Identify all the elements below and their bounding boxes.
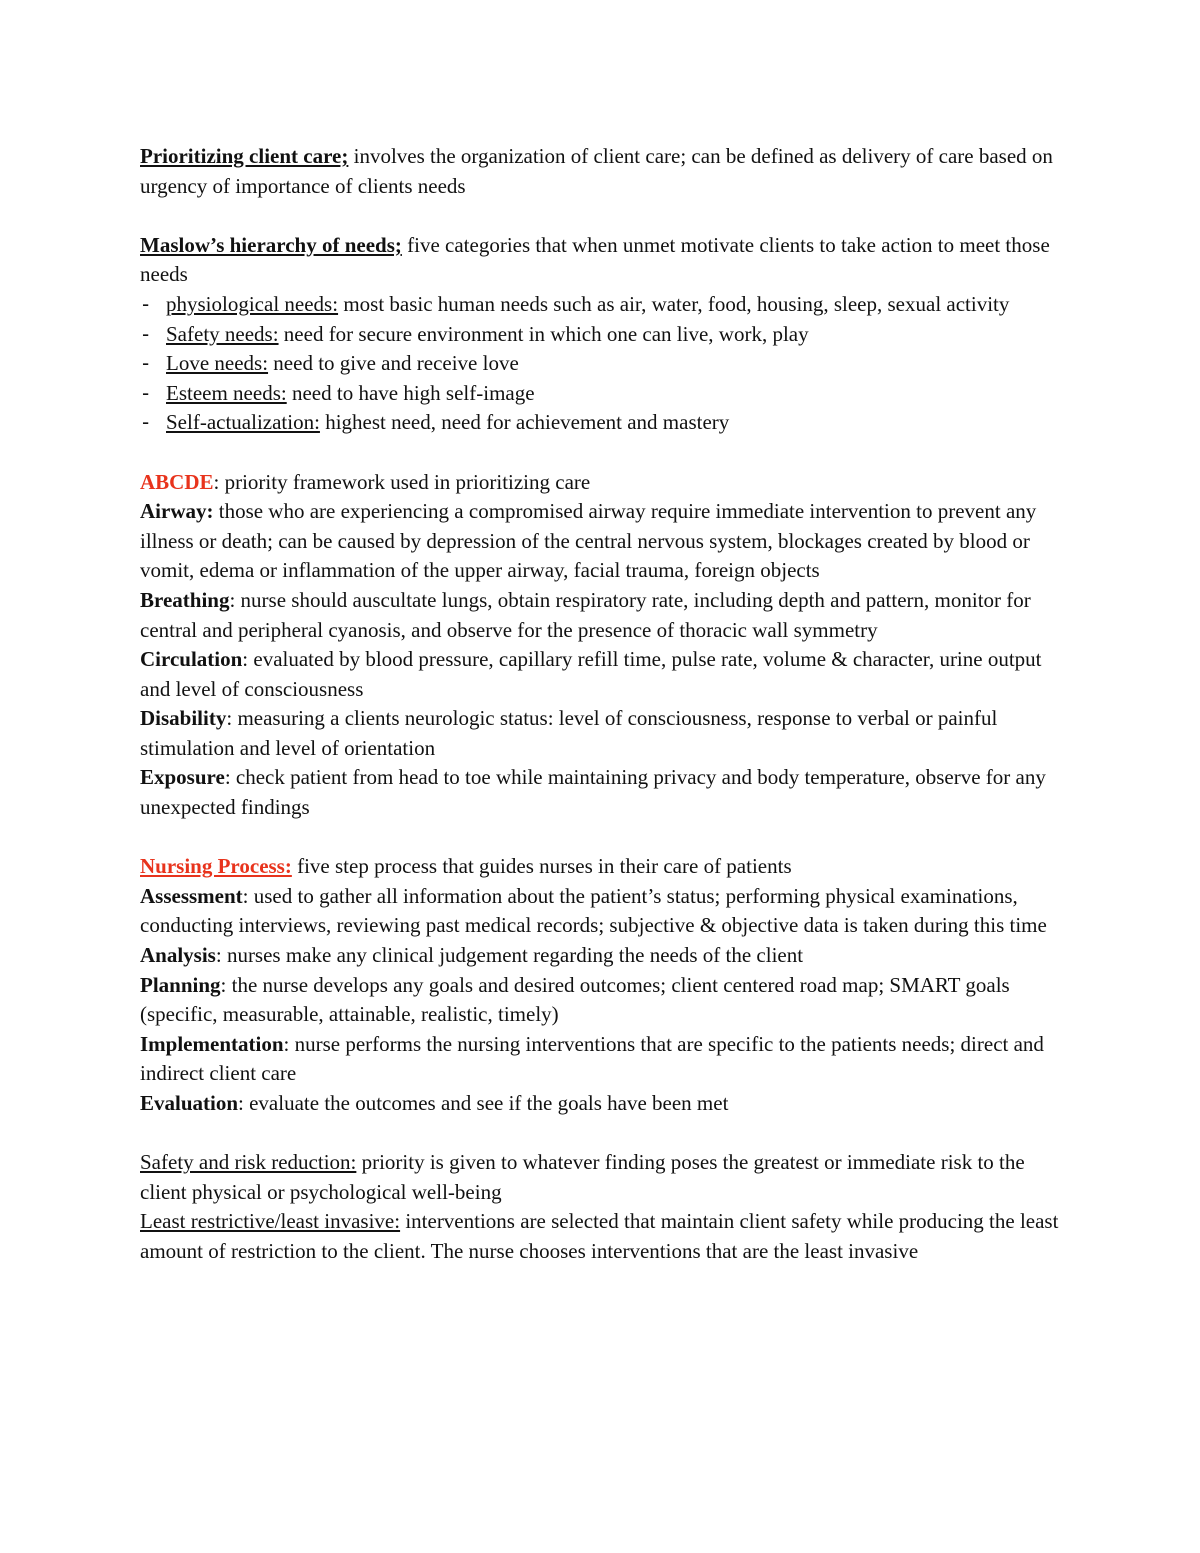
abcde-item-term: Disability bbox=[140, 706, 227, 731]
abcde-item-text: : nurse should auscultate lungs, obtain respiratory rate, including depth and pattern, monitor for central and peripheral cyanosis, and observe for the presence of thoracic wall symmetry bbox=[140, 587, 1031, 642]
nursing-item-term: Planning bbox=[140, 972, 221, 997]
abcde-item-term: Exposure bbox=[140, 765, 225, 790]
maslow-text: five categories that when unmet motivate clients to take action to meet those needs bbox=[140, 232, 1050, 287]
maslow-list bbox=[140, 290, 1070, 438]
maslow-item-text: need for secure environment in which one can live, work, play bbox=[278, 321, 809, 346]
maslow-term: Maslow’s hierarchy of needs; bbox=[140, 232, 402, 257]
safety-paragraph bbox=[140, 1148, 1070, 1207]
maslow-item-text: highest need, need for achievement and mastery bbox=[319, 410, 730, 435]
abcde-term: ABCDE bbox=[140, 469, 214, 494]
maslow-item-term: Love needs: bbox=[166, 351, 269, 376]
nursing-implementation bbox=[140, 1030, 1070, 1089]
bullet-dash: - bbox=[142, 380, 150, 405]
abcde-item-text: : check patient from head to toe while maintaining privacy and body temperature, observe for any unexpected findings bbox=[140, 765, 1046, 820]
nursing-evaluation bbox=[140, 1089, 1070, 1119]
abcde-exposure bbox=[140, 763, 1070, 822]
prioritizing-text: involves the organization of client care; can be defined as delivery of care based on urgency of importance of clients needs bbox=[140, 144, 1053, 198]
bullet-dash: - bbox=[142, 410, 150, 435]
nursing-analysis bbox=[140, 941, 1070, 971]
nursing-item-term: Implementation bbox=[140, 1031, 284, 1056]
maslow-item-term: Self-actualization: bbox=[166, 410, 320, 435]
nursing-assessment bbox=[140, 882, 1070, 941]
abcde-disability bbox=[140, 704, 1070, 763]
bullet-dash: - bbox=[142, 351, 150, 376]
list-item bbox=[140, 349, 1070, 379]
nursing-item-text: : nurses make any clinical judgement regarding the needs of the client bbox=[215, 943, 804, 968]
maslow-item-term: Esteem needs: bbox=[166, 380, 287, 405]
spacer bbox=[140, 201, 1070, 231]
list-item bbox=[140, 290, 1070, 320]
abcde-item-text: : measuring a clients neurologic status: level of consciousness, response to verbal or painful stimulation and level of orientation bbox=[140, 706, 998, 760]
abcde-text: : priority framework used in prioritizing care bbox=[213, 469, 591, 494]
nursing-item-term: Evaluation bbox=[140, 1091, 239, 1115]
list-item bbox=[140, 320, 1070, 350]
spacer bbox=[140, 1119, 1070, 1149]
nursing-term: Nursing Process: bbox=[140, 854, 292, 879]
maslow-item-term: Safety needs: bbox=[166, 321, 279, 346]
prioritizing-term: Prioritizing client care; bbox=[140, 144, 349, 168]
maslow-item-text: most basic human needs such as air, water, food, housing, sleep, sexual activity bbox=[338, 291, 1010, 316]
abcde-airway bbox=[140, 497, 1070, 586]
safety-item-text: interventions are selected that maintain client safety while producing the least amount of restriction to the client. The nurse chooses interventions that are the least invasive bbox=[140, 1209, 1059, 1263]
nursing-item-text: : used to gather all information about the patient’s status; performing physical examinations, conducting interviews, reviewing past medical records; subjective & objective data is taken during this time bbox=[140, 883, 1047, 938]
nursing-item-text: : evaluate the outcomes and see if the goals have been met bbox=[238, 1091, 729, 1115]
nursing-paragraph bbox=[140, 852, 1070, 882]
safety-item-term: Safety and risk reduction: bbox=[140, 1150, 357, 1175]
maslow-item-text: need to have high self-image bbox=[286, 380, 535, 405]
nursing-planning bbox=[140, 971, 1070, 1030]
nursing-item-term: Analysis bbox=[140, 943, 216, 968]
maslow-paragraph bbox=[140, 231, 1070, 290]
abcde-breathing bbox=[140, 586, 1070, 645]
least-restrictive-paragraph bbox=[140, 1207, 1070, 1266]
abcde-item-text: : evaluated by blood pressure, capillary refill time, pulse rate, volume & character, urine output and level of consciousness bbox=[140, 647, 1042, 701]
nursing-item-text: : nurse performs the nursing interventions that are specific to the patients needs; direct and indirect client care bbox=[140, 1031, 1044, 1086]
abcde-item-term: Circulation bbox=[140, 647, 243, 672]
abcde-paragraph bbox=[140, 468, 1070, 498]
maslow-item-text: need to give and receive love bbox=[268, 351, 519, 376]
bullet-dash: - bbox=[142, 291, 150, 316]
spacer bbox=[140, 823, 1070, 853]
safety-item-term: Least restrictive/least invasive: bbox=[140, 1209, 401, 1234]
abcde-item-term: Breathing bbox=[140, 587, 230, 612]
nursing-item-text: : the nurse develops any goals and desired outcomes; client centered road map; SMART goals (specific, measurable, attainable, realistic, timely) bbox=[140, 972, 1010, 1027]
nursing-text: five step process that guides nurses in their care of patients bbox=[291, 854, 792, 879]
prioritizing-paragraph bbox=[140, 142, 1070, 201]
document-page bbox=[140, 142, 1070, 1267]
safety-item-text: priority is given to whatever finding poses the greatest or immediate risk to the client physical or psychological well-being bbox=[140, 1150, 1025, 1204]
maslow-item-term: physiological needs: bbox=[166, 291, 339, 316]
abcde-item-term: Airway: bbox=[140, 499, 214, 524]
list-item bbox=[140, 379, 1070, 409]
bullet-dash: - bbox=[142, 321, 150, 346]
abcde-circulation bbox=[140, 645, 1070, 704]
abcde-item-text: those who are experiencing a compromised airway require immediate intervention to prevent any illness or death; can be caused by depression of the central nervous system, blockages created by blood or vomit, edema or inflammation of the upper airway, facial trauma, foreign objects bbox=[140, 499, 1037, 583]
spacer bbox=[140, 438, 1070, 468]
list-item bbox=[140, 408, 1070, 438]
nursing-item-term: Assessment bbox=[140, 883, 243, 908]
